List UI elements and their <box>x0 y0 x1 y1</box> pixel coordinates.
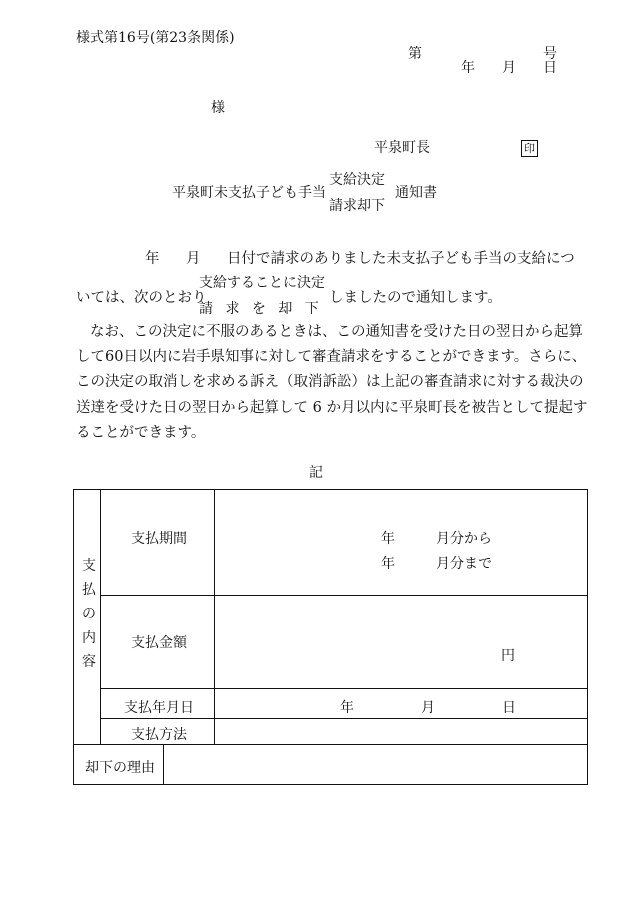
period-from: 月分から <box>436 531 492 547</box>
reject-reason-label: 却下の理由 <box>85 760 155 776</box>
date-day: 日 <box>543 60 557 76</box>
date-year: 年 <box>461 60 475 76</box>
table-vline-group <box>100 489 101 744</box>
para2-line-4: 送達を受けた日の翌日から起算して 6 か月以内に平泉町長を被告として提起す <box>76 400 588 416</box>
body-option-reject: 請 求 を 却 下 <box>199 301 319 317</box>
table-vline-label <box>214 489 215 744</box>
table-hline-4 <box>73 744 588 745</box>
payment-date-year: 年 <box>340 700 354 716</box>
body-option-decision: 支給することに決定 <box>199 275 325 291</box>
para2-line-3: この決定の取消しを求める訴え（取消訴訟）は上記の審査請求に対する裁決の <box>76 374 584 390</box>
para2-line-2: して60日以内に岩手県知事に対して審査請求をすることができます。さらに、 <box>76 349 587 365</box>
group-label-char: の <box>82 606 96 622</box>
para2-line-1: なお、この決定に不服のあるときは、この通知書を受けた日の翌日から起算 <box>90 324 583 340</box>
doc-number-go: 号 <box>543 46 557 62</box>
date-month: 月 <box>502 60 516 76</box>
group-label-char: 内 <box>82 630 96 646</box>
para2-line-5: ることができます。 <box>76 425 206 441</box>
seal-text: 印 <box>521 140 538 157</box>
group-label-char: 払 <box>82 582 96 598</box>
title-option-reject: 請求却下 <box>329 198 385 214</box>
body-line1-text: 日付で請求のありました未支払子ども手当の支給につ <box>227 251 575 267</box>
amount-unit: 円 <box>501 648 515 664</box>
amount-label: 支払金額 <box>131 635 187 651</box>
addressee-sama: 様 <box>211 100 225 116</box>
period-to: 月分まで <box>436 556 492 572</box>
period-from-year: 年 <box>381 531 395 547</box>
group-label-char: 支 <box>82 558 96 574</box>
title-prefix: 平泉町未支払子ども手当 <box>172 185 326 201</box>
payment-date-month: 月 <box>421 700 435 716</box>
payment-date-day: 日 <box>502 700 516 716</box>
table-vline-reject <box>163 744 164 785</box>
table-hline-3 <box>100 718 588 719</box>
period-label: 支払期間 <box>131 531 187 547</box>
form-number: 様式第16号(第23条関係) <box>76 30 235 46</box>
body-month: 月 <box>186 251 201 267</box>
payment-method-label: 支払方法 <box>131 727 187 743</box>
body-line2-prefix: いては、次のとおり <box>76 290 207 306</box>
body-line2-suffix: しましたので通知します。 <box>329 290 502 306</box>
group-label-char: 容 <box>82 654 96 670</box>
period-to-year: 年 <box>381 556 395 572</box>
issuer-title: 平泉町長 <box>374 140 430 156</box>
table-hline-2 <box>100 688 588 689</box>
table-hline-1 <box>100 595 588 596</box>
ki-heading: 記 <box>309 465 323 481</box>
group-label-vertical <box>82 554 96 674</box>
doc-number-dai: 第 <box>408 46 422 62</box>
title-suffix: 通知書 <box>395 185 437 201</box>
payment-date-label: 支払年月日 <box>124 700 194 716</box>
title-option-decision: 支給決定 <box>329 172 385 188</box>
seal-mark <box>521 137 538 157</box>
body-year: 年 <box>145 251 160 267</box>
